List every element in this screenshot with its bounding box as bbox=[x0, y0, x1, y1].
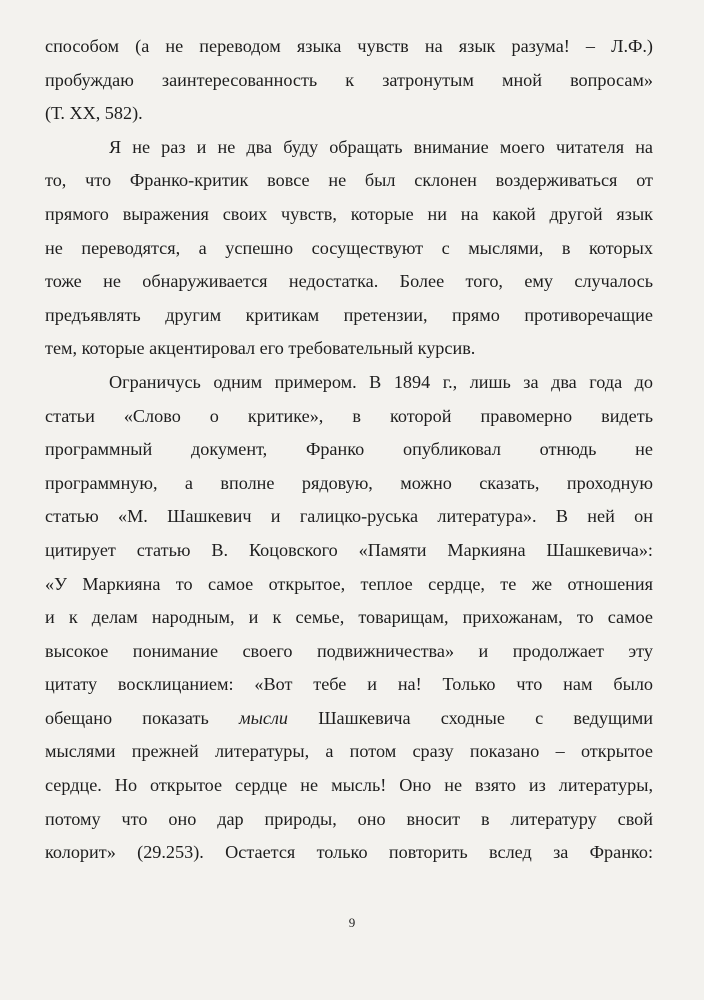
text-fragment: обещано показать bbox=[45, 707, 239, 728]
text-line: мыслями прежней литературы, а потом сразу показано – открытое bbox=[45, 741, 653, 762]
text-line: цитату восклицанием: «Вот тебе и на! Только что нам было bbox=[45, 674, 653, 695]
text-fragment: Шашкевича сходные с ведущими bbox=[288, 707, 653, 728]
text-line: пробуждаю заинтересованность к затронутым мной вопросам» bbox=[45, 69, 653, 90]
text-line: высокое понимание своего подвижничества» и продолжает эту bbox=[45, 640, 653, 661]
text-line: (Т. XX, 582). bbox=[45, 103, 143, 124]
text-line: не переводятся, а успешно сосуществуют с мыслями, в которых bbox=[45, 237, 653, 258]
text-line: программную, а вполне рядовую, можно сказать, проходную bbox=[45, 472, 653, 493]
text-line: статьи «Слово о критике», в которой правомерно видеть bbox=[45, 405, 653, 426]
text-line: сердце. Но открытое сердце не мысль! Оно не взято из литературы, bbox=[45, 775, 653, 796]
text-line: то, что Франко-критик вовсе не был склонен воздерживаться от bbox=[45, 170, 653, 191]
paragraph-start-line: Я не раз и не два буду обращать внимание моего читателя на bbox=[109, 136, 653, 157]
italic-word: мысли bbox=[238, 707, 288, 728]
text-line: прямого выражения своих чувств, которые ни на какой другой язык bbox=[45, 203, 653, 224]
text-line: тем, которые акцентировал его требовательный курсив. bbox=[45, 338, 476, 359]
page-number: 9 bbox=[348, 915, 356, 930]
text-line: «У Маркияна то самое открытое, теплое сердце, те же отношения bbox=[45, 573, 653, 594]
text-line: цитирует статью В. Коцовского «Памяти Маркияна Шашкевича»: bbox=[45, 539, 653, 560]
text-line-with-italic bbox=[45, 702, 653, 736]
paragraph-start-line: Ограничусь одним примером. В 1894 г., лишь за два года до bbox=[109, 371, 653, 392]
text-line: тоже не обнаруживается недостатка. Более того, ему случалось bbox=[45, 271, 653, 292]
body-text bbox=[45, 30, 653, 870]
text-line: предъявлять другим критикам претензии, прямо противоречащие bbox=[45, 304, 653, 325]
text-line: способом (а не переводом языка чувств на язык разума! – Л.Ф.) bbox=[45, 36, 653, 56]
text-line: потому что оно дар природы, оно вносит в литературу свой bbox=[45, 808, 653, 829]
text-line: и к делам народным, и к семье, товарищам, прихожанам, то самое bbox=[45, 607, 653, 628]
text-line: статью «М. Шашкевич и галицко-руська литература». В ней он bbox=[45, 506, 653, 527]
text-line: колорит» (29.253). Остается только повторить вслед за Франко: bbox=[45, 842, 653, 863]
text-line: программный документ, Франко опубликовал отнюдь не bbox=[45, 439, 653, 460]
